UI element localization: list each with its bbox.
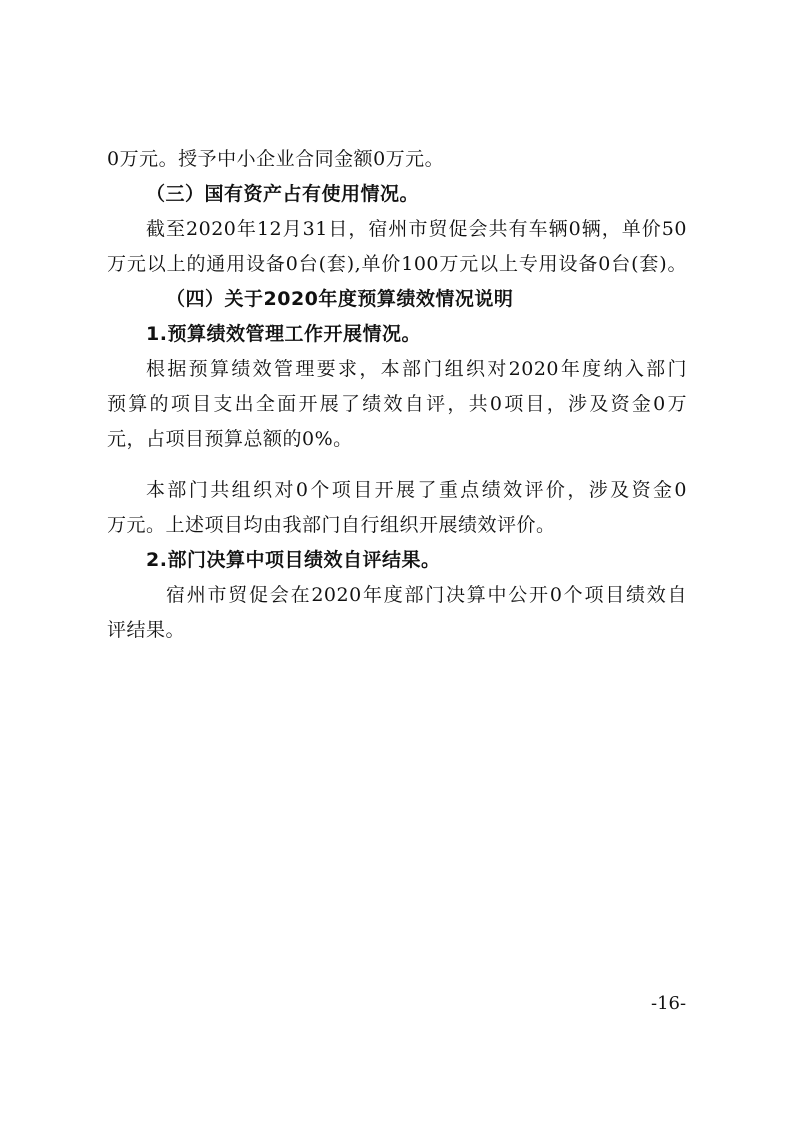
body-text-line: 根据预算绩效管理要求，本部门组织对2020年度纳入部门 bbox=[146, 358, 687, 380]
body-text-line: 元，占项目预算总额的0%。 bbox=[107, 428, 353, 450]
body-text-line: 0万元。授予中小企业合同金额0万元。 bbox=[107, 148, 445, 170]
body-text-line: 预算的项目支出全面开展了绩效自评，共0项目，涉及资金0万 bbox=[107, 393, 687, 415]
body-text-line: 截至2020年12月31日，宿州市贸促会共有车辆0辆，单价50 bbox=[146, 218, 687, 240]
subsection-heading-management: 1.预算绩效管理工作开展情况。 bbox=[146, 323, 421, 345]
body-text-line: 本部门共组织对0个项目开展了重点绩效评价，涉及资金0 bbox=[146, 479, 687, 501]
section-heading-assets: （三）国有资产占有使用情况。 bbox=[146, 183, 420, 205]
section-heading-performance: （四）关于2020年度预算绩效情况说明 bbox=[166, 288, 514, 310]
subsection-heading-results: 2.部门决算中项目绩效自评结果。 bbox=[146, 549, 441, 571]
body-text-line: 万元。上述项目均由我部门自行组织开展绩效评价。 bbox=[107, 514, 556, 536]
body-text-line: 宿州市贸促会在2020年度部门决算中公开0个项目绩效自 bbox=[166, 584, 687, 606]
body-text-line: 万元以上的通用设备0台(套),单价100万元以上专用设备0台(套)。 bbox=[107, 253, 687, 275]
page-number: -16- bbox=[651, 993, 687, 1014]
body-text-line: 评结果。 bbox=[107, 619, 186, 641]
